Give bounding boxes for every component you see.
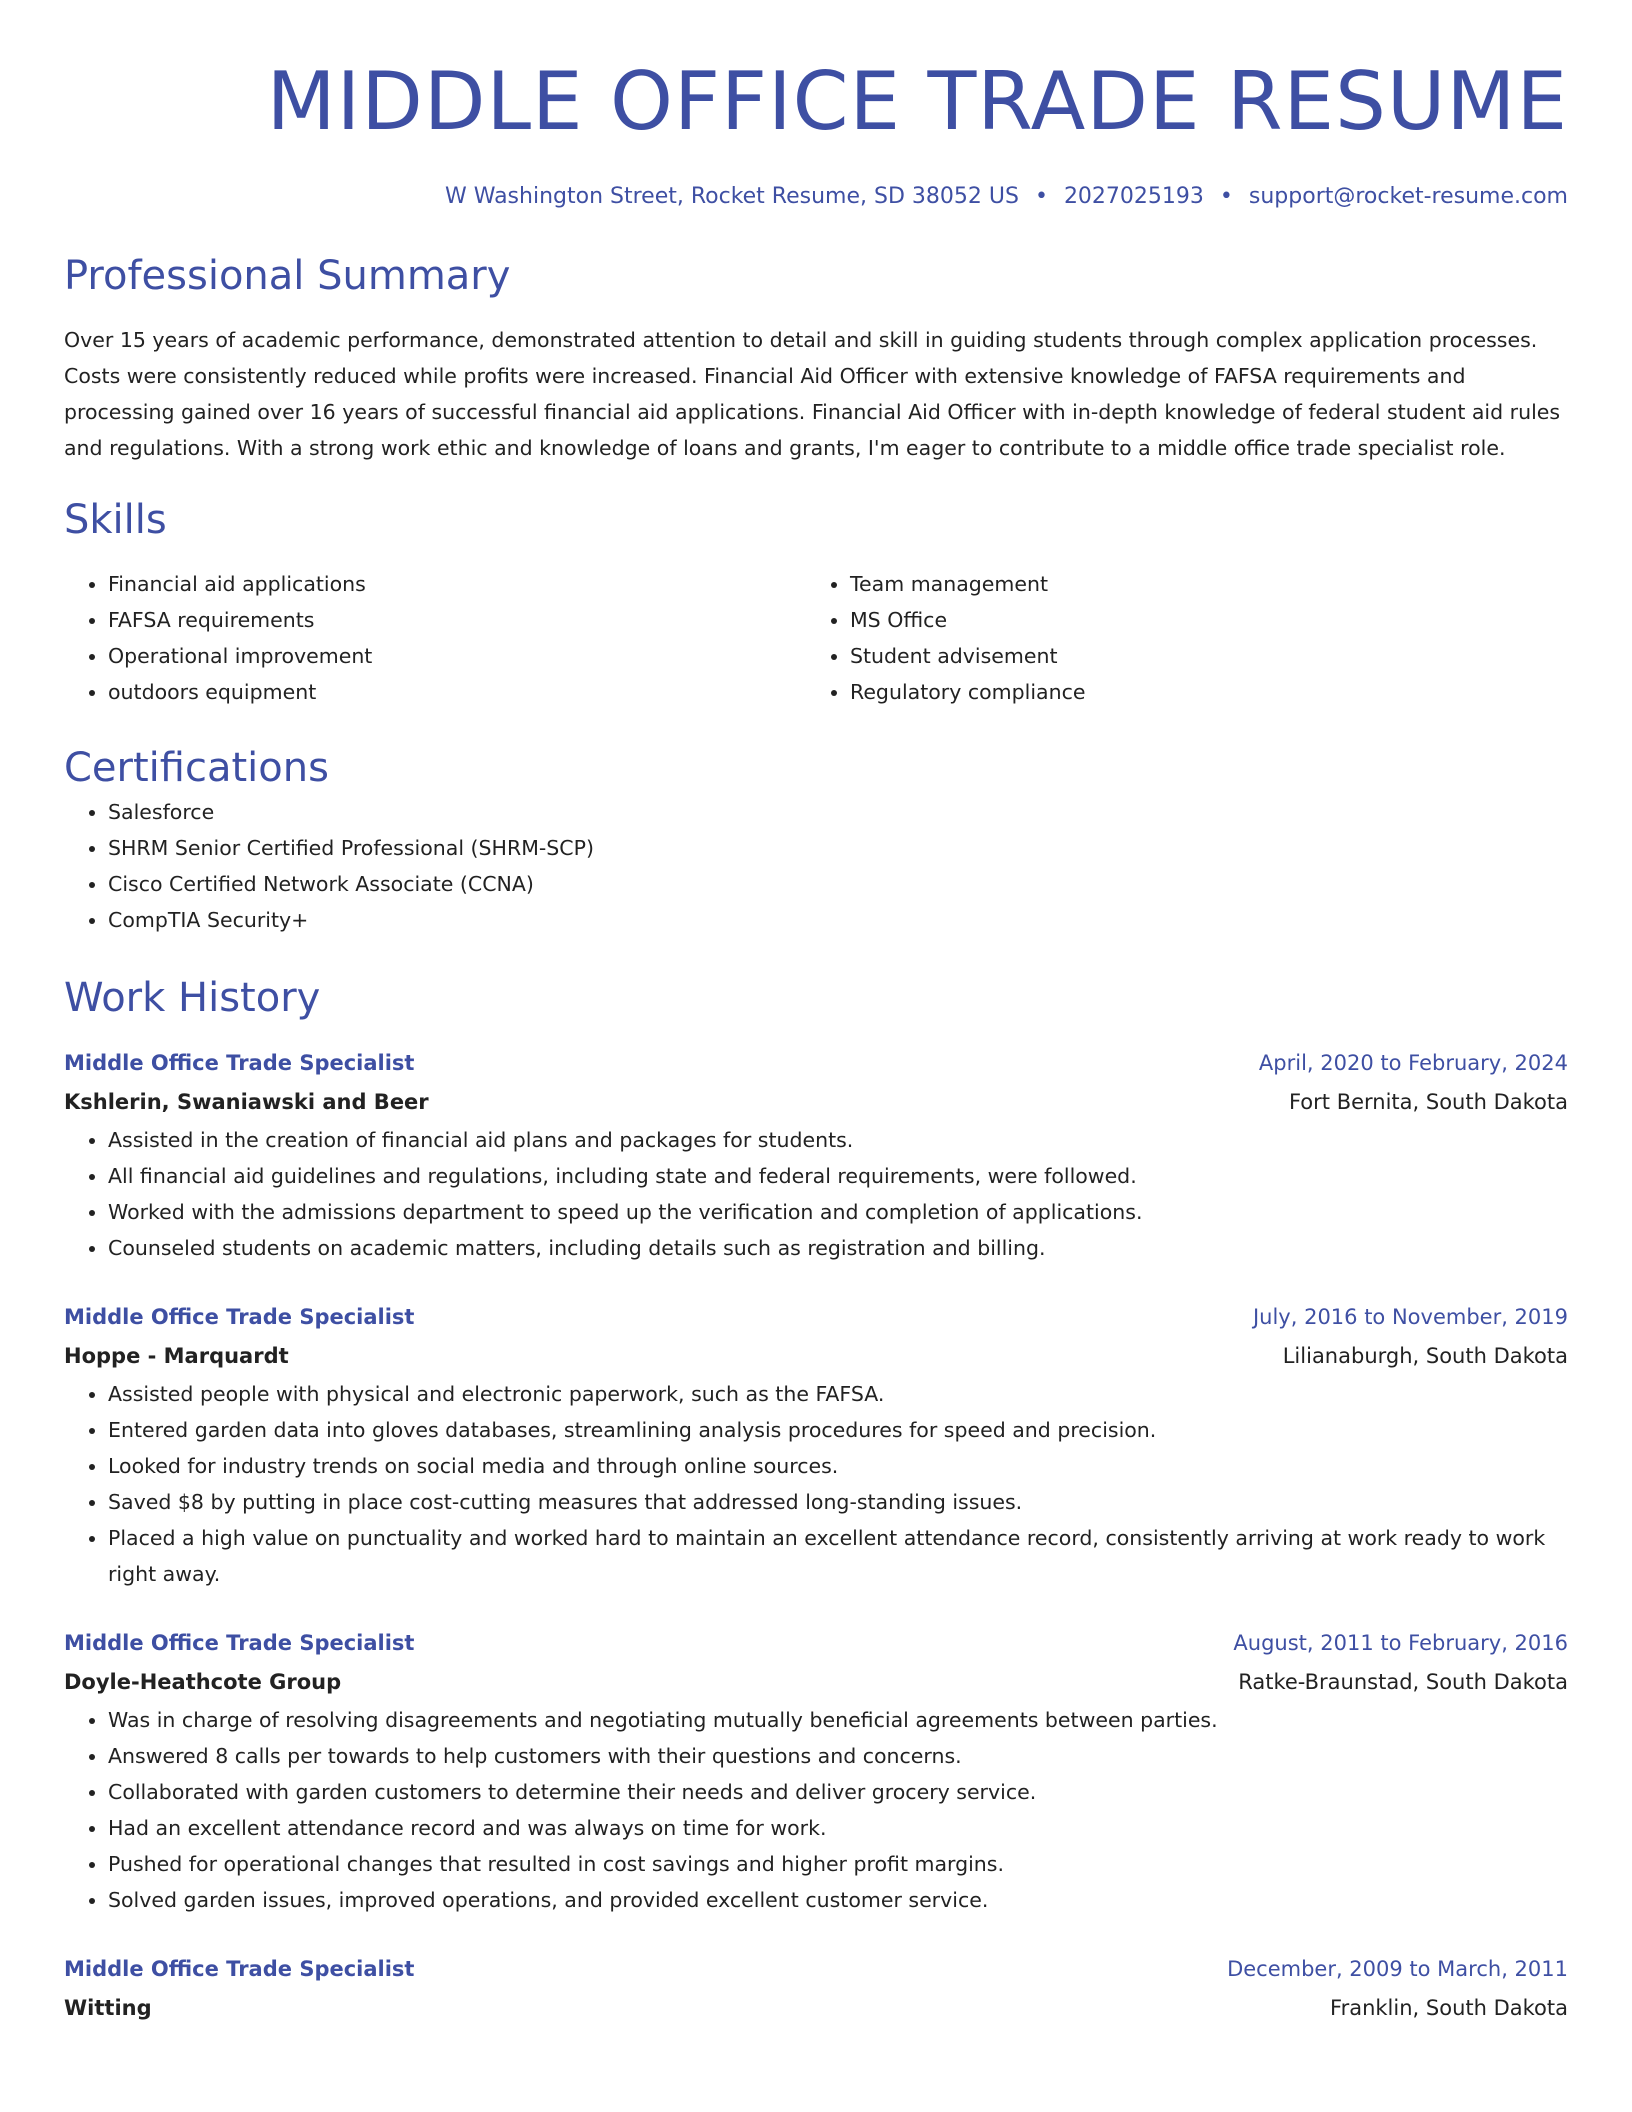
job-bullet: • Collaborated with garden customers to determine their needs and deliver grocery service. xyxy=(108,1774,1568,1810)
skill-item: • outdoors equipment xyxy=(108,674,806,710)
job-title: Middle Office Trade Specialist xyxy=(64,1957,415,1981)
job-entry xyxy=(64,1624,1568,1918)
job-bullet: • Placed a high value on punctuality and worked hard to maintain an excellent attendance record, consistently arriving at work ready to work right away. xyxy=(108,1520,1568,1592)
certification-item: • SHRM Senior Certified Professional (SHRM-SCP) xyxy=(108,830,1568,866)
job-location: Fort Bernita, South Dakota xyxy=(1288,1090,1568,1114)
job-bullet: • Assisted people with physical and electronic paperwork, such as the FAFSA. xyxy=(108,1376,1568,1412)
job-entry xyxy=(64,1044,1568,1266)
summary-heading: Professional Summary xyxy=(64,253,511,299)
job-bullet: • Answered 8 calls per towards to help customers with their questions and concerns. xyxy=(108,1738,1568,1774)
job-location: Franklin, South Dakota xyxy=(1330,1996,1568,2020)
contact-email[interactable]: support@rocket-resume.com xyxy=(1248,184,1568,209)
summary-text: Over 15 years of academic performance, demonstrated attention to detail and skill in guiding students through complex application processes. Costs were consistently reduced while profits were increased. Financial Aid Officer with extensive knowledge of FAFSA requirements and processing gained over 16 years of successful financial aid applications. Financial Aid Officer with in-depth knowledge of federal student aid rules and regulations. With a strong work ethic and knowledge of loans and grants, I'm eager to contribute to a middle office trade specialist role. xyxy=(64,328,1561,460)
skills-heading: Skills xyxy=(64,497,167,543)
skills-grid xyxy=(64,566,1568,710)
certification-item: • Cisco Certified Network Associate (CCNA) xyxy=(108,866,1568,902)
skill-item: • Operational improvement xyxy=(108,638,806,674)
job-dates: April, 2020 to February, 2024 xyxy=(1258,1051,1568,1075)
job-bullets xyxy=(64,1376,1568,1592)
job-bullet: • Worked with the admissions department to speed up the verification and completion of applications. xyxy=(108,1194,1568,1230)
job-location: Ratke-Braunstad, South Dakota xyxy=(1238,1670,1568,1694)
job-location: Lilianaburgh, South Dakota xyxy=(1282,1344,1568,1368)
job-company-row xyxy=(64,1336,1568,1376)
skill-item: • FAFSA requirements xyxy=(108,602,806,638)
job-bullet: • Looked for industry trends on social media and through online sources. xyxy=(108,1448,1568,1484)
skill-item: • Student advisement xyxy=(850,638,1548,674)
certification-item: • CompTIA Security+ xyxy=(108,902,1568,938)
skill-item: • Team management xyxy=(850,566,1548,602)
job-title: Middle Office Trade Specialist xyxy=(64,1051,415,1075)
certification-item: • Salesforce xyxy=(108,794,1568,830)
skill-item: • Financial aid applications xyxy=(108,566,806,602)
resume-title: MIDDLE OFFICE TRADE RESUME xyxy=(266,55,1568,148)
job-dates: August, 2011 to February, 2016 xyxy=(1233,1631,1568,1655)
job-title: Middle Office Trade Specialist xyxy=(64,1631,415,1655)
job-company-row xyxy=(64,1662,1568,1702)
job-bullet: • Had an excellent attendance record and was always on time for work. xyxy=(108,1810,1568,1846)
skills-list-right xyxy=(806,566,1548,710)
job-bullet: • Pushed for operational changes that resulted in cost savings and higher profit margins. xyxy=(108,1846,1568,1882)
skill-item: • Regulatory compliance xyxy=(850,674,1548,710)
certifications-list xyxy=(64,794,1568,938)
job-dates: December, 2009 to March, 2011 xyxy=(1227,1957,1568,1981)
job-title: Middle Office Trade Specialist xyxy=(64,1305,415,1329)
job-company: Kshlerin, Swaniawski and Beer xyxy=(64,1090,429,1114)
work-history-heading: Work History xyxy=(64,975,321,1021)
contact-address: W Washington Street, Rocket Resume, SD 38052 US xyxy=(444,184,1019,209)
job-title-row xyxy=(64,1950,1568,1988)
resume-header xyxy=(64,52,1568,212)
job-company: Witting xyxy=(64,1996,152,2020)
job-bullet: • Solved garden issues, improved operations, and provided excellent customer service. xyxy=(108,1882,1568,1918)
job-entry xyxy=(64,1950,1568,2028)
job-company-row xyxy=(64,1988,1568,2028)
job-bullets xyxy=(64,1122,1568,1266)
job-bullet: • Assisted in the creation of financial aid plans and packages for students. xyxy=(108,1122,1568,1158)
job-company-row xyxy=(64,1082,1568,1122)
job-bullet: • Entered garden data into gloves databases, streamlining analysis procedures for speed and precision. xyxy=(108,1412,1568,1448)
skills-column-left xyxy=(64,566,806,710)
contact-line xyxy=(64,182,1568,212)
job-bullet: • Was in charge of resolving disagreements and negotiating mutually beneficial agreements between parties. xyxy=(108,1702,1568,1738)
job-entry xyxy=(64,1298,1568,1592)
job-bullet: • Counseled students on academic matters, including details such as registration and billing. xyxy=(108,1230,1568,1266)
contact-phone: 2027025193 xyxy=(1063,184,1204,209)
job-bullets xyxy=(64,1702,1568,1918)
certifications-heading: Certifications xyxy=(64,745,329,791)
job-bullet: • All financial aid guidelines and regulations, including state and federal requirements, were followed. xyxy=(108,1158,1568,1194)
contact-separator: • xyxy=(1219,184,1233,209)
job-bullet: • Saved $8 by putting in place cost-cutting measures that addressed long-standing issues. xyxy=(108,1484,1568,1520)
contact-separator: • xyxy=(1034,184,1048,209)
job-dates: July, 2016 to November, 2019 xyxy=(1252,1305,1568,1329)
skills-column-right xyxy=(806,566,1548,710)
skills-list-left xyxy=(64,566,806,710)
job-company: Doyle-Heathcote Group xyxy=(64,1670,342,1694)
job-company: Hoppe - Marquardt xyxy=(64,1344,289,1368)
job-title-row xyxy=(64,1298,1568,1336)
skill-item: • MS Office xyxy=(850,602,1548,638)
job-title-row xyxy=(64,1624,1568,1662)
job-title-row xyxy=(64,1044,1568,1082)
